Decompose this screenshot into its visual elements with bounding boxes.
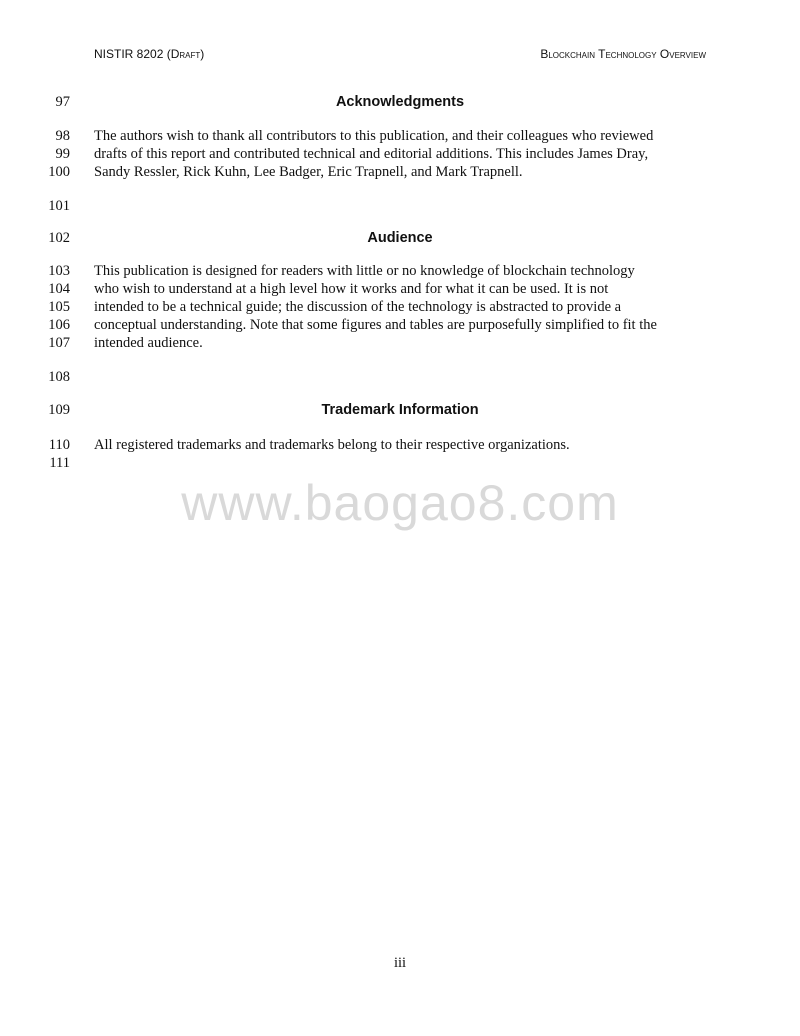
blank-line <box>0 368 800 386</box>
section-heading: Acknowledgments <box>335 94 465 110</box>
line-number: 105 <box>48 299 70 315</box>
paragraph-text: This publication is designed for readers with little or no knowledge of blockchain technology <box>94 263 635 279</box>
line-number: 108 <box>48 369 70 385</box>
page-number: iii <box>393 955 407 971</box>
line-number: 111 <box>49 455 70 471</box>
paragraph-text: intended audience. <box>94 335 203 351</box>
paragraph-text: conceptual understanding. Note that some figures and tables are purposefully simplified to fit the <box>94 317 657 333</box>
document-title: Blockchain Technology Overview <box>540 47 706 61</box>
heading-audience-line <box>0 229 800 247</box>
text-line <box>0 436 800 454</box>
text-line <box>0 262 800 280</box>
text-line <box>0 163 800 181</box>
text-line <box>0 280 800 298</box>
paragraph-text: intended to be a technical guide; the discussion of the technology is abstracted to provide a <box>94 299 622 315</box>
line-number: 99 <box>55 146 70 162</box>
paragraph-text: drafts of this report and contributed technical and editorial additions. This includes James Dray, <box>94 146 649 162</box>
line-number: 106 <box>48 317 70 333</box>
text-line <box>0 316 800 334</box>
line-number: 101 <box>48 198 70 214</box>
line-number: 100 <box>48 164 70 180</box>
text-line <box>0 298 800 316</box>
line-number: 109 <box>48 402 70 418</box>
section-heading: Trademark Information <box>321 402 479 418</box>
line-number: 103 <box>48 263 70 279</box>
paragraph-text: Sandy Ressler, Rick Kuhn, Lee Badger, Eric Trapnell, and Mark Trapnell. <box>94 164 523 180</box>
running-header <box>94 47 706 65</box>
blank-line <box>0 454 800 472</box>
line-number: 110 <box>48 437 70 453</box>
text-line <box>0 145 800 163</box>
line-number: 98 <box>55 128 70 144</box>
document-id: NISTIR 8202 (Draft) <box>94 47 205 61</box>
heading-acknowledgments-line <box>0 93 800 111</box>
line-number: 97 <box>55 94 70 110</box>
heading-trademark-line <box>0 401 800 419</box>
line-number: 104 <box>48 281 70 297</box>
paragraph-text: who wish to understand at a high level how it works and for what it can be used. It is not <box>94 281 609 297</box>
paragraph-text: The authors wish to thank all contributors to this publication, and their colleagues who reviewed <box>94 128 654 144</box>
line-number: 107 <box>48 335 70 351</box>
section-heading: Audience <box>367 230 433 246</box>
line-number: 102 <box>48 230 70 246</box>
watermark: www.baogao8.com <box>181 475 619 531</box>
text-line <box>0 127 800 145</box>
paragraph-text: All registered trademarks and trademarks belong to their respective organizations. <box>94 437 570 453</box>
text-line <box>0 334 800 352</box>
blank-line <box>0 197 800 215</box>
